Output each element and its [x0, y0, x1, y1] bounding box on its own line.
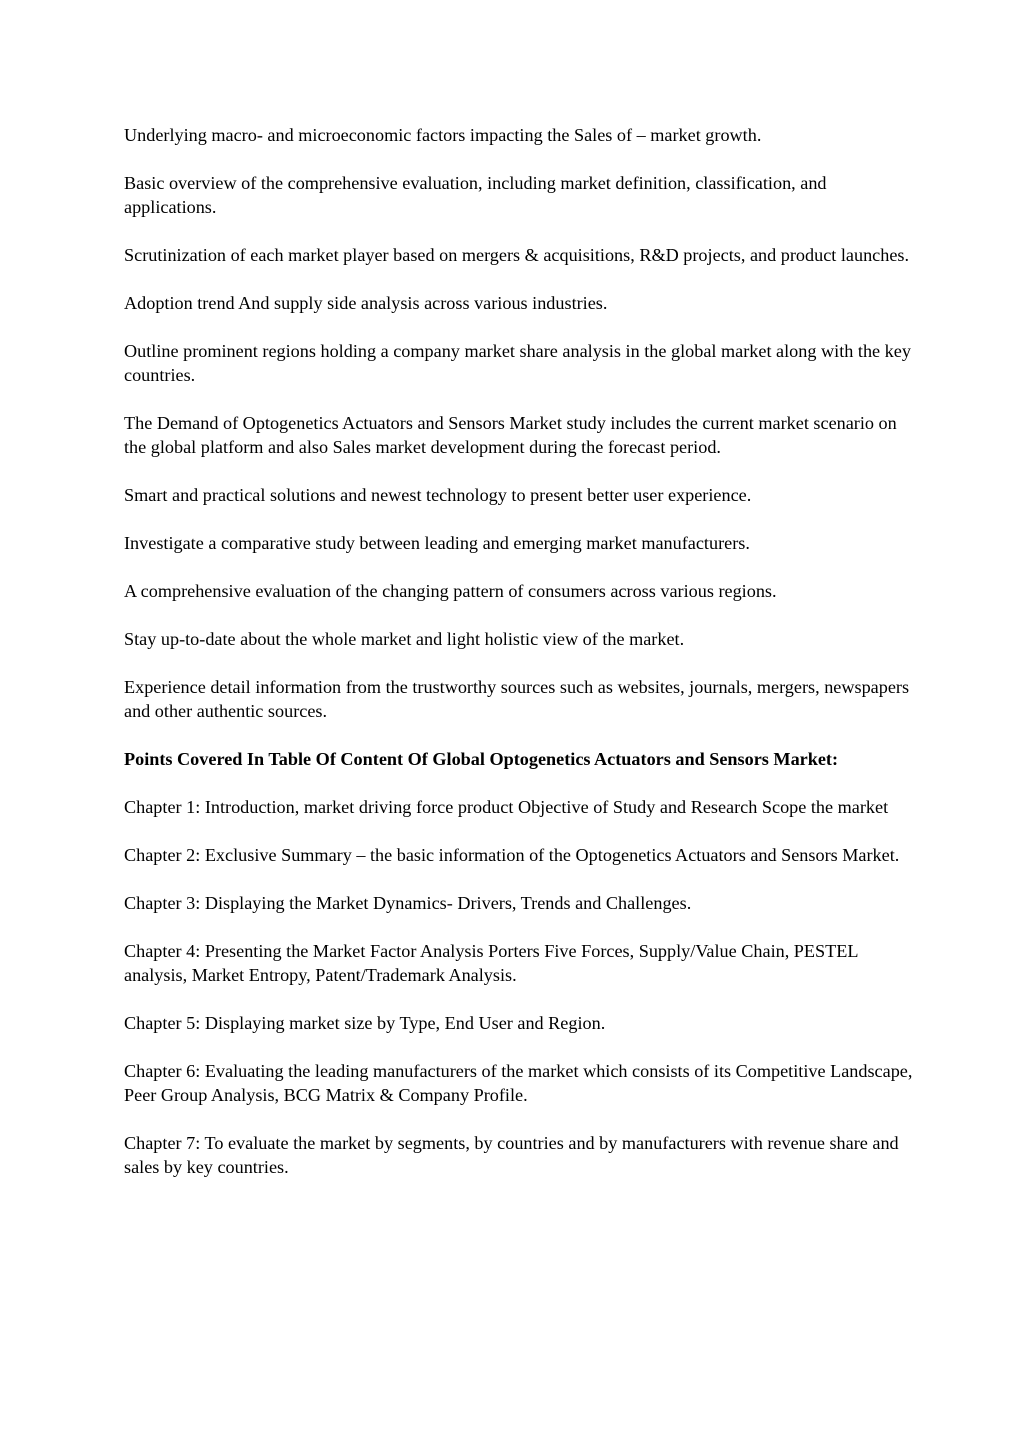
paragraph: The Demand of Optogenetics Actuators and Sensors Market study includes the current market scenario on the global platform and also Sales market development during the forecast period. — [124, 413, 897, 457]
chapter-item: Chapter 3: Displaying the Market Dynamics- Drivers, Trends and Challenges. — [124, 893, 692, 913]
paragraph: Investigate a comparative study between leading and emerging market manufacturers. — [124, 533, 750, 553]
chapter-item: Chapter 7: To evaluate the market by segments, by countries and by manufacturers with revenue share and sales by key countries. — [124, 1133, 899, 1177]
paragraph: Experience detail information from the trustworthy sources such as websites, journals, mergers, newspapers and other authentic sources. — [124, 677, 910, 721]
paragraph: Smart and practical solutions and newest technology to present better user experience. — [124, 485, 752, 505]
chapter-item: Chapter 5: Displaying market size by Type, End User and Region. — [124, 1013, 606, 1033]
paragraph: Underlying macro- and microeconomic factors impacting the Sales of – market growth. — [124, 125, 762, 145]
chapter-item: Chapter 4: Presenting the Market Factor Analysis Porters Five Forces, Supply/Value Chain, PESTEL analysis, Market Entropy, Patent/Trademark Analysis. — [124, 941, 858, 985]
chapter-item: Chapter 1: Introduction, market driving force product Objective of Study and Research Scope the market — [124, 797, 889, 817]
toc-heading: Points Covered In Table Of Content Of Global Optogenetics Actuators and Sensors Market: — [124, 749, 839, 769]
paragraph: Outline prominent regions holding a company market share analysis in the global market along with the key countries. — [124, 341, 911, 385]
paragraph: Basic overview of the comprehensive evaluation, including market definition, classification, and applications. — [124, 173, 827, 217]
paragraph: Scrutinization of each market player based on mergers & acquisitions, R&D projects, and product launches. — [124, 245, 910, 265]
chapter-item: Chapter 2: Exclusive Summary – the basic information of the Optogenetics Actuators and Sensors Market. — [124, 845, 900, 865]
document-body — [124, 123, 914, 1203]
paragraph: Adoption trend And supply side analysis across various industries. — [124, 293, 608, 313]
paragraph: A comprehensive evaluation of the changing pattern of consumers across various regions. — [124, 581, 777, 601]
paragraph: Stay up-to-date about the whole market and light holistic view of the market. — [124, 629, 685, 649]
chapter-item: Chapter 6: Evaluating the leading manufacturers of the market which consists of its Competitive Landscape, Peer Group Analysis, BCG Matrix & Company Profile. — [124, 1061, 913, 1105]
